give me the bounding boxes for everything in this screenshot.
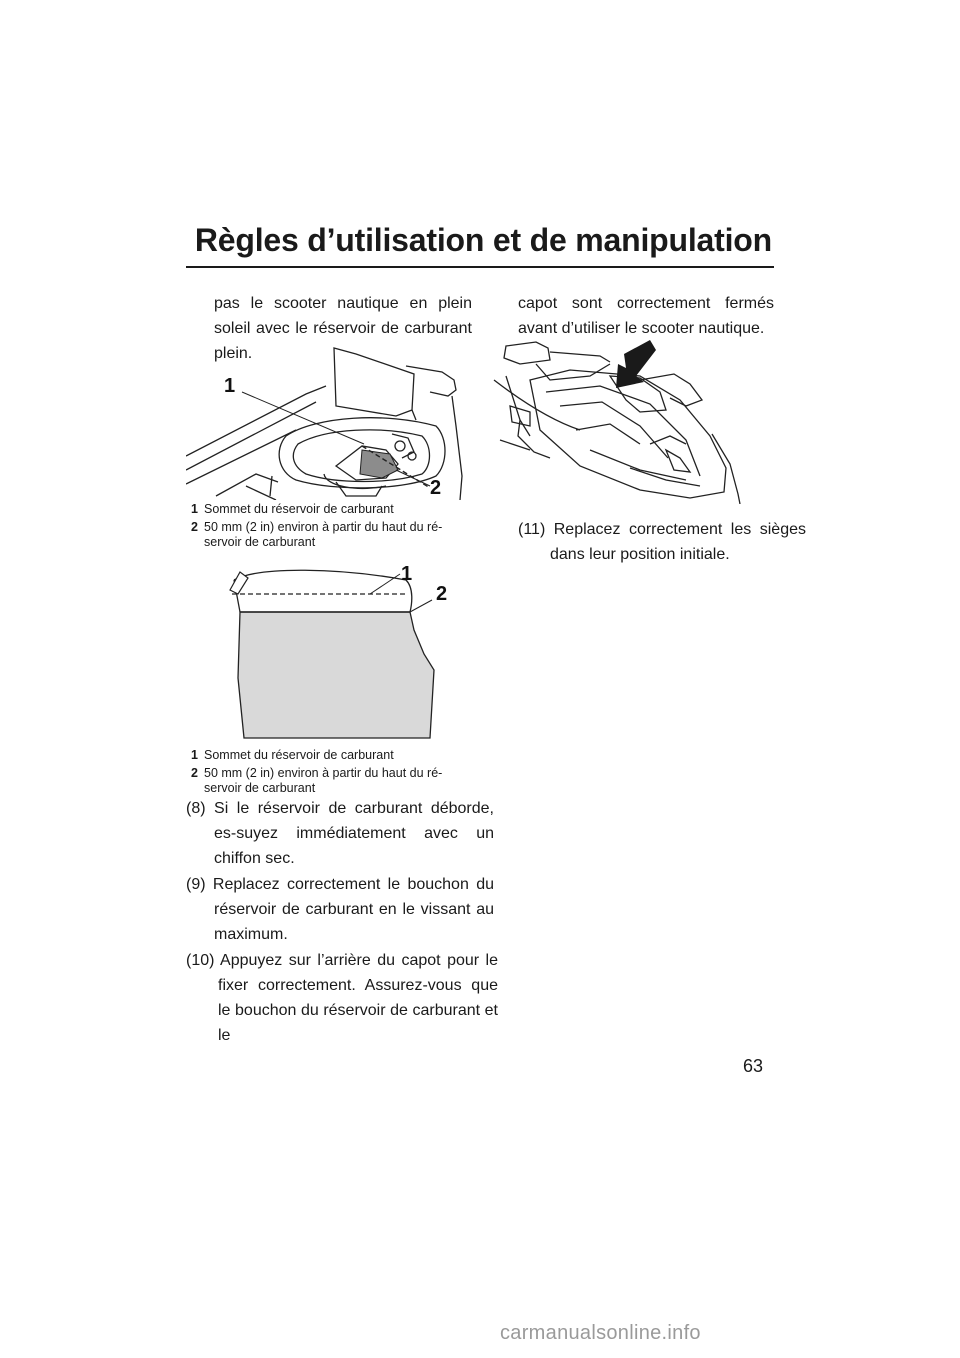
figure-hood-closing [490,340,750,504]
figure2-caption-1: 1 Sommet du réservoir de carburant [191,748,394,762]
page-title: Règles d’utilisation et de manipulation [194,222,772,258]
step-10: (10) Appuyez sur l’arrière du capot pour le fixer correctement. Assurez-vous que le bouchon du réservoir de carburant et le [186,952,498,1044]
figure-fuel-tank-diagram [220,558,460,744]
figure1-captions [186,502,474,550]
figure1-caption-2: 2 50 mm (2 in) environ à partir du haut du ré-servoir de carburant [191,520,443,549]
figure-fuel-tank-open [186,346,474,500]
figure1-callout-2: 2 [430,477,442,499]
page-number: 63 [743,1056,764,1076]
step-8: (8) Si le réservoir de carburant déborde, es-suyez immédiatement avec un chiffon sec. [186,800,494,867]
figure2-callout-1: 1 [401,563,413,585]
watermark: carmanualsonline.info [500,1322,701,1344]
step-9: (9) Replacez correctement le bouchon du réservoir de carburant en le vissant au maximum. [186,876,494,943]
figure1-caption-1: 1 Sommet du réservoir de carburant [191,502,394,516]
figure2-caption-2: 2 50 mm (2 in) environ à partir du haut du ré-servoir de carburant [191,766,443,795]
figure2-callout-2: 2 [436,583,448,605]
header-rule [186,266,774,268]
right-continued-paragraph: capot sont correctement fermés avant d’utiliser le scooter nautique. [518,295,774,337]
step-11: (11) Replacez correctement les sièges dans leur position initiale. [518,521,806,563]
figure2-captions [186,748,474,796]
figure1-callout-1: 1 [224,375,236,397]
left-continued-paragraph: pas le scooter nautique en plein soleil avec le réservoir de carburant plein. [214,295,472,362]
